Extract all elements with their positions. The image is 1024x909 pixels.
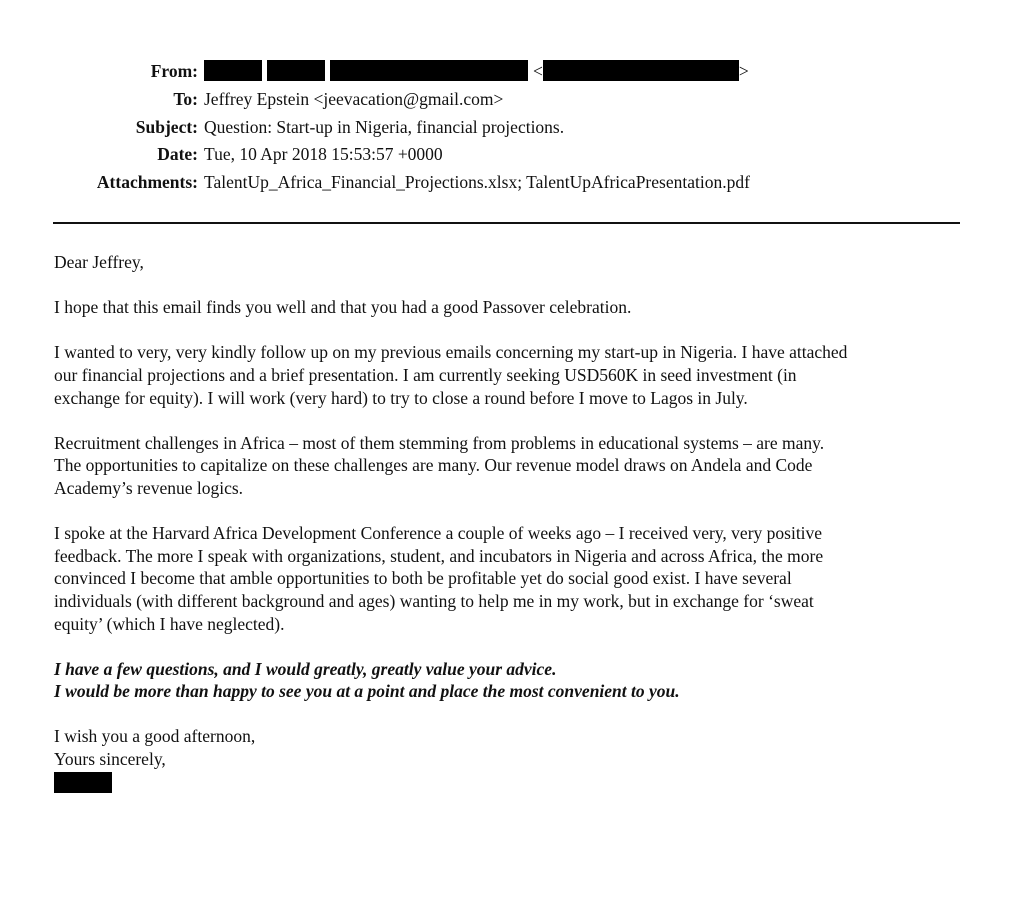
redaction-bar: [267, 60, 325, 81]
closing-block: [54, 725, 989, 792]
date-label: Date:: [157, 144, 198, 165]
to-value: Jeffrey Epstein <jeevacation@gmail.com>: [204, 88, 504, 109]
closing-line: I wish you a good afternoon,: [54, 726, 256, 747]
subject-row: [0, 114, 1024, 142]
body-paragraph: I hope that this email finds you well and that you had a good Passover celebration.: [54, 297, 632, 318]
redaction-bar: [330, 60, 528, 81]
attachments-label: Attachments:: [96, 172, 198, 193]
from-row: [0, 58, 1024, 86]
from-label: From:: [150, 61, 198, 81]
body-paragraph: I wanted to very, very kindly follow up on my previous emails concerning my start-up in Nigeria. I have attached our financial projections and a brief presentation. I am currently seeking USD560K in seed investment (in exchange for equity). I will work (very hard) to try to close a round before I move to Lagos in July.: [54, 342, 848, 408]
emphasis-line: I would be more than happy to see you at a point and place the most convenient to you.: [54, 681, 680, 702]
attachments-value: TalentUp_Africa_Financial_Projections.xlsx; TalentUpAfricaPresentation.pdf: [204, 172, 750, 193]
date-row: [0, 141, 1024, 169]
subject-label: Subject:: [135, 116, 198, 137]
from-angle-open: <: [533, 61, 543, 81]
to-row: [0, 86, 1024, 114]
emphasis-line: I have a few questions, and I would greatly, greatly value your advice.: [54, 658, 557, 679]
from-value: [204, 58, 749, 86]
from-angle-close: >: [738, 61, 749, 81]
signature-redaction: [54, 772, 112, 793]
email-body: [54, 251, 989, 793]
redaction-bar: [204, 60, 262, 81]
date-value: Tue, 10 Apr 2018 15:53:57 +0000: [204, 144, 443, 165]
subject-value: Question: Start-up in Nigeria, financial projections.: [204, 116, 565, 137]
email-header: [0, 58, 1024, 197]
attachments-row: [0, 169, 1024, 197]
emphasis-block: [54, 658, 989, 703]
closing-line: Yours sincerely,: [54, 749, 166, 770]
greeting: Dear Jeffrey,: [54, 252, 144, 272]
header-divider: [53, 222, 960, 224]
body-paragraph: I spoke at the Harvard Africa Development Conference a couple of weeks ago – I received very, very positive feedback. The more I speak with organizations, student, and incubators in Nigeria and across Africa, the more convinced I become that amble opportunities to both be profitable yet do social good exist. I have several individuals (with different background and ages) wanting to help me in my work, but in exchange for ‘sweat equity’ (which I have neglected).: [54, 523, 824, 634]
body-paragraph: Recruitment challenges in Africa – most of them stemming from problems in educational systems – are many. The opportunities to capitalize on these challenges are many. Our revenue model draws on Andela and Code Academy’s revenue logics.: [54, 432, 825, 498]
to-label: To:: [173, 88, 198, 109]
redaction-bar: [543, 60, 739, 81]
